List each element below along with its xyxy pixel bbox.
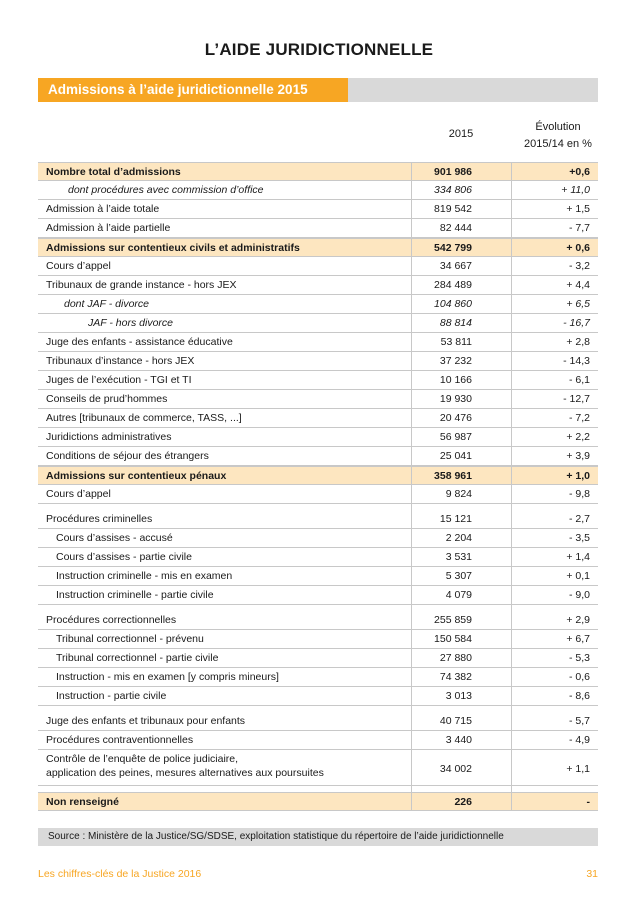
- row-label: Instruction - partie civile: [56, 690, 167, 702]
- table-row: [38, 333, 598, 352]
- row-value-2015: 150 584: [434, 633, 472, 645]
- row-value-evolution: + 1,1: [566, 763, 590, 775]
- row-value-2015: 9 824: [445, 488, 472, 500]
- table-row: [38, 687, 598, 706]
- page-title: L’AIDE JURIDICTIONNELLE: [204, 40, 434, 59]
- column-header-evolution-line2: 2015/14 en %: [524, 138, 592, 150]
- row-value-evolution: + 1,0: [566, 470, 590, 482]
- row-value-evolution: - 12,7: [563, 393, 590, 405]
- table-row: [38, 409, 598, 428]
- row-value-evolution: + 2,2: [566, 431, 590, 443]
- row-value-evolution: + 0,1: [566, 570, 590, 582]
- table-total-row: [38, 162, 598, 181]
- row-label: Admissions sur contentieux pénaux: [46, 470, 227, 482]
- row-value-evolution: - 2,7: [568, 513, 590, 525]
- admissions-table: [38, 162, 598, 811]
- table-row: [38, 529, 598, 548]
- row-value-2015: 34 667: [439, 260, 472, 272]
- row-value-2015: 901 986: [434, 166, 472, 178]
- row-value-2015: 19 930: [439, 393, 472, 405]
- row-label: Tribunaux d’instance - hors JEX: [46, 355, 195, 367]
- row-value-2015: 3 531: [445, 551, 472, 563]
- row-label: Instruction criminelle - mis en examen: [56, 570, 233, 582]
- table-row: [38, 750, 598, 786]
- row-value-2015: 104 860: [434, 298, 472, 310]
- row-value-2015: 56 987: [439, 431, 472, 443]
- row-label: Cours d’appel: [46, 488, 111, 500]
- table-row: [38, 485, 598, 504]
- row-label: Procédures contraventionnelles: [46, 734, 194, 746]
- column-header-2015: 2015: [448, 128, 474, 140]
- row-value-2015: 358 961: [434, 470, 472, 482]
- table-row: [38, 314, 598, 333]
- row-value-2015: 4 079: [445, 589, 472, 601]
- row-value-evolution: - 16,7: [563, 317, 590, 329]
- column-header-evolution-line1: Évolution: [535, 121, 581, 133]
- row-value-2015: 88 814: [439, 317, 472, 329]
- row-label: Autres [tribunaux de commerce, TASS, ...]: [46, 412, 242, 424]
- row-value-evolution: - 3,2: [568, 260, 590, 272]
- row-value-evolution: - 14,3: [563, 355, 590, 367]
- row-label: Juges de l’exécution - TGI et TI: [46, 374, 192, 386]
- column-header-evolution: [518, 119, 598, 153]
- row-value-2015: 82 444: [439, 222, 472, 234]
- table-row: [38, 611, 598, 630]
- row-value-evolution: + 2,8: [566, 336, 590, 348]
- row-value-2015: 40 715: [439, 715, 472, 727]
- table-header: [38, 108, 598, 160]
- row-value-2015: 255 859: [434, 614, 472, 626]
- row-value-2015: 819 542: [434, 203, 472, 215]
- table-row: [38, 200, 598, 219]
- table-row: [38, 712, 598, 731]
- table-row: [38, 371, 598, 390]
- row-label: dont procédures avec commission d’office: [68, 184, 264, 196]
- row-value-evolution: + 1,5: [566, 203, 590, 215]
- row-value-evolution: - 5,3: [568, 652, 590, 664]
- row-value-evolution: + 1,4: [566, 551, 590, 563]
- column-divider: [511, 162, 512, 811]
- row-label: Cours d’assises - partie civile: [56, 551, 192, 563]
- table-total-row: [38, 238, 598, 257]
- row-value-evolution: - 7,2: [568, 412, 590, 424]
- row-value-2015: 53 811: [440, 336, 472, 348]
- row-label: Juge des enfants et tribunaux pour enfants: [46, 715, 246, 727]
- table-row: [38, 548, 598, 567]
- row-value-2015: 25 041: [439, 450, 472, 462]
- row-value-evolution: + 6,5: [566, 298, 590, 310]
- row-label: Tribunaux de grande instance - hors JEX: [46, 279, 237, 291]
- row-value-evolution: + 3,9: [566, 450, 590, 462]
- row-label: Procédures correctionnelles: [46, 614, 177, 626]
- row-value-2015: 5 307: [445, 570, 472, 582]
- table-row: [38, 510, 598, 529]
- footer-page-number: 31: [586, 868, 598, 880]
- row-value-evolution: + 6,7: [566, 633, 590, 645]
- table-total-row: [38, 792, 598, 811]
- row-label: JAF - hors divorce: [88, 317, 173, 329]
- table-row: [38, 257, 598, 276]
- row-value-2015: 37 232: [439, 355, 472, 367]
- footer-publication: Les chiffres-clés de la Justice 2016: [38, 868, 202, 880]
- row-label: Instruction - mis en examen [y compris mineurs]: [56, 671, 279, 683]
- row-value-2015: 3 440: [445, 734, 472, 746]
- row-value-evolution: - 7,7: [568, 222, 590, 234]
- row-label: Admission à l’aide totale: [46, 203, 160, 215]
- row-value-2015: 542 799: [434, 242, 472, 254]
- row-label: Admission à l’aide partielle: [46, 222, 171, 234]
- row-value-evolution: +0,6: [569, 166, 590, 178]
- row-value-evolution: - 6,1: [568, 374, 590, 386]
- row-label: Conseils de prud’hommes: [46, 393, 168, 405]
- row-value-2015: 226: [454, 796, 472, 808]
- row-value-evolution: - 9,0: [568, 589, 590, 601]
- section-title: Admissions à l’aide juridictionnelle 2015: [38, 78, 348, 102]
- section-banner: [38, 78, 598, 102]
- row-label: dont JAF - divorce: [64, 298, 150, 310]
- row-value-evolution: + 0,6: [566, 242, 590, 254]
- table-row: [38, 586, 598, 605]
- table-row: [38, 630, 598, 649]
- row-value-2015: 27 880: [439, 652, 472, 664]
- row-value-2015: 74 382: [439, 671, 472, 683]
- row-label: Tribunal correctionnel - prévenu: [56, 633, 204, 645]
- row-value-2015: 15 121: [439, 513, 472, 525]
- row-label: Cours d’assises - accusé: [56, 532, 173, 544]
- table-row: [38, 390, 598, 409]
- table-row: [38, 447, 598, 466]
- table-row: [38, 276, 598, 295]
- row-label: Cours d’appel: [46, 260, 111, 272]
- row-value-evolution: -: [586, 796, 590, 808]
- row-value-evolution: - 8,6: [568, 690, 590, 702]
- row-value-2015: 334 806: [434, 184, 472, 196]
- row-value-evolution: - 3,5: [568, 532, 590, 544]
- row-value-evolution: - 0,6: [568, 671, 590, 683]
- row-value-2015: 2 204: [445, 532, 472, 544]
- row-label: Admissions sur contentieux civils et administratifs: [46, 242, 300, 254]
- row-label: Tribunal correctionnel - partie civile: [56, 652, 219, 664]
- table-row: [38, 731, 598, 750]
- table-row: [38, 428, 598, 447]
- row-value-2015: 284 489: [434, 279, 472, 291]
- row-value-2015: 20 476: [439, 412, 472, 424]
- source-note: Source : Ministère de la Justice/SG/SDSE, exploitation statistique du répertoire de l’aide juridictionnelle: [38, 828, 598, 846]
- row-value-evolution: - 9,8: [568, 488, 590, 500]
- row-label: Contrôle de l’enquête de police judiciaire, application des peines, mesures alternatives aux poursuites: [46, 753, 324, 779]
- row-value-evolution: + 4,4: [566, 279, 590, 291]
- row-label: Conditions de séjour des étrangers: [46, 450, 209, 462]
- row-label: Nombre total d’admissions: [46, 166, 181, 178]
- row-label: Juge des enfants - assistance éducative: [46, 336, 233, 348]
- row-label: Juridictions administratives: [46, 431, 172, 443]
- row-label: Non renseigné: [46, 796, 119, 808]
- row-value-2015: 34 002: [439, 763, 472, 775]
- table-total-row: [38, 466, 598, 485]
- table-row: [38, 668, 598, 687]
- row-value-evolution: - 4,9: [568, 734, 590, 746]
- table-row: [38, 295, 598, 314]
- row-value-evolution: + 11,0: [561, 184, 590, 196]
- row-label: Instruction criminelle - partie civile: [56, 589, 214, 601]
- row-value-evolution: + 2,9: [566, 614, 590, 626]
- table-row: [38, 649, 598, 668]
- table-row: [38, 181, 598, 200]
- column-divider: [411, 162, 412, 811]
- table-row: [38, 567, 598, 586]
- row-value-2015: 10 166: [439, 374, 472, 386]
- row-label: Procédures criminelles: [46, 513, 153, 525]
- table-row: [38, 352, 598, 371]
- row-value-evolution: - 5,7: [568, 715, 590, 727]
- table-row: [38, 219, 598, 238]
- row-value-2015: 3 013: [445, 690, 472, 702]
